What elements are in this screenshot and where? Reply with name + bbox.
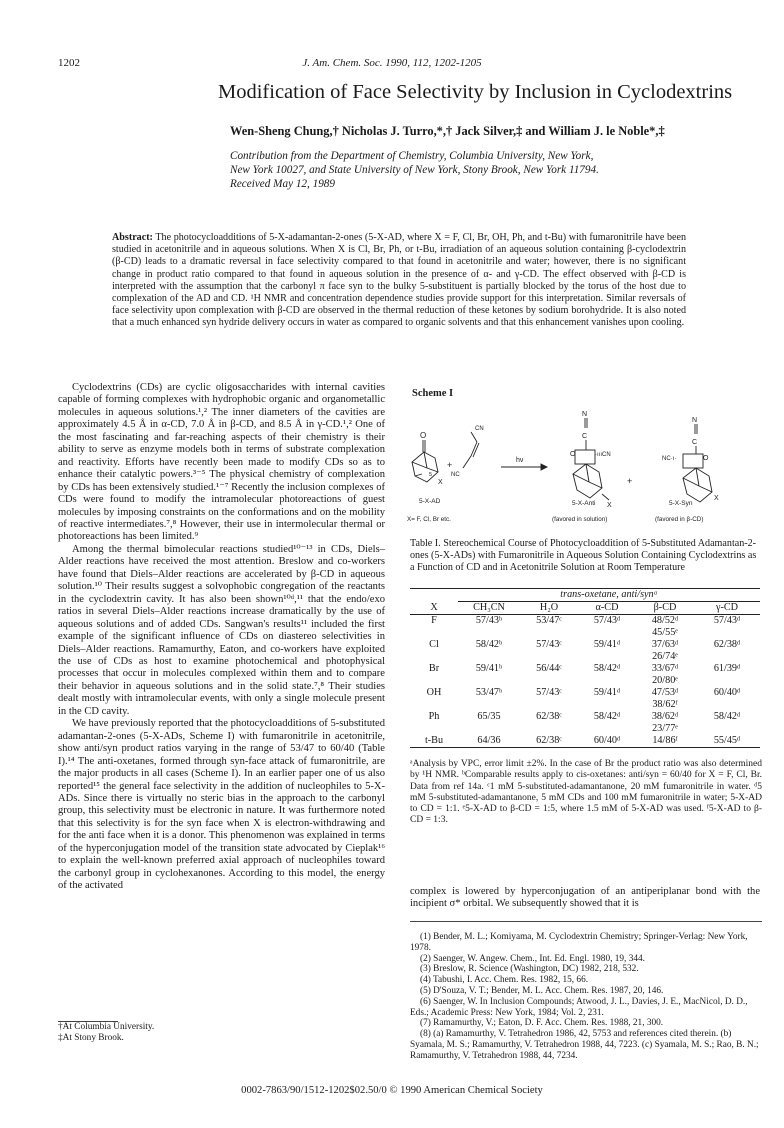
table-cell [636, 615, 694, 640]
table-cell: 59/41ᵈ [593, 687, 621, 698]
atom-o-label: O [420, 431, 427, 440]
table-cell [636, 711, 694, 735]
reaction-scheme [405, 402, 757, 524]
anti-oxetane-structure [573, 418, 609, 500]
abstract-text: The photocycloadditions of 5-X-adamantan-2-ones (5-X-AD, where X = F, Cl, Br, OH, Ph, and t-Bu) with fumaronitrile have been studied in acetonitrile and in aqueous solutions. When X is Cl, Br, Ph, or t-Bu, irradiation of an aqueous solution containing β-cyclodextrin (β-CD) leads to a dramatic reversal in face selectivity compared to that found in acetonitrile and water; however, there is no significant change in product ratio compared to that found in aqueous solution in the presence of α- and γ-CD. The effect observed with β-CD is interpreted with the assumption that the carbonyl π face syn to the bulky 5-substituent is partially blocked by the torus of the host due to complexation of the AD and CD. ¹H NMR and concentration dependence studies provide support for this interpretation. Similar reversals of face selectivity upon complexation with β-CD are observed in the thermal reduction of these ketones by sodium borohydride. It is also noted that a much enhanced syn hydride delivery occurs in water as compared to organic solvents and that this enhancement vanishes upon cooling. [112, 232, 686, 329]
syn-product-label: 5-X-Syn [669, 500, 693, 507]
atom-n-label: N [692, 417, 698, 424]
column-header: CH₃CN [473, 602, 505, 613]
table-cell: 58/42ᵇ [475, 639, 503, 650]
reference: (2) Saenger, W. Angew. Chem., Int. Ed. Engl. 1980, 19, 344. [420, 953, 645, 964]
table-cell-value: 38/62ᶠ [652, 699, 678, 710]
table-cell: 14/86ᶠ [652, 735, 678, 746]
anti-product-note: (favored in solution) [552, 516, 608, 523]
author-list: Wen-Sheng Chung,† Nicholas J. Turro,*,† Jack Silver,‡ and William J. le Noble*,‡ [230, 124, 665, 138]
page-number: 1202 [58, 57, 80, 69]
table-cell: 58/42ᵈ [593, 711, 621, 722]
body-paragraph: Among the thermal bimolecular reactions studied¹⁰⁻¹³ in CDs, Diels–Alder reactions have received the most attention. Breslow and co-workers have found that Diels–Alder reactions are accelerated by β-CD in aqueous solution.¹⁰ Their results suggest a solvophobic congregation of the reactants in the cyclodextrin cavity. It has also been shown¹⁰ᵈ,¹¹ that the endo/exo ratios in several Diels–Alder reactions increase dramatically by the use of aqueous solutions and of added CDs. Sangwan's results¹¹ included the first example of the significant influence of CDs on diastereo selectivities in Diels–Alder reactions. Ramamurthy, Eaton, and co-workers have exploited the use of CDs as host to examine photochemical and photophysical processes that occur in molecules complexed within them and to compare their behavior in aqueous solutions and in the solid state.⁷,⁸ Their studies dealt mostly with intramolecular events, with only a single molecule present in the CD cavity. [58, 543, 385, 717]
article-title: Modification of Face Selectivity by Inclusion in Cyclodextrins [218, 81, 733, 103]
x-values-note: X= F, Cl, Br etc. [407, 516, 451, 523]
fumaronitrile-structure [463, 432, 479, 468]
atom-c-label: C [692, 439, 698, 446]
syn-product-note: (favored in β-CD) [655, 516, 704, 523]
reference: (1) Bender, M. L.; Komiyama, M. Cyclodextrin Chemistry; Springer-Verlag: New York, 1978. [410, 932, 748, 953]
nc-label: NC·ı· [662, 456, 677, 462]
affiliation [230, 150, 760, 191]
data-table [410, 588, 760, 748]
atom-c-label: C [582, 433, 588, 440]
hv-label: hν [516, 457, 524, 464]
table-cell: OH [426, 687, 442, 698]
table-cell: 65/35 [477, 711, 501, 722]
column-header: γ-CD [715, 602, 739, 613]
table-cell-value: 37/63ᵈ [651, 639, 679, 650]
atom-x-label: X [438, 479, 443, 486]
table-row [410, 639, 760, 663]
affiliation-line: New York 10027, and State University of New York, Stony Brook, New York 11794. [230, 163, 599, 176]
table-notes: ᵃAnalysis by VPC, error limit ±2%. In the case of Br the product ratio was also determined by ¹H NMR. ᵇComparable results apply to cis-oxetanes: anti/syn = 60/40 for X = F, Cl, Br. Data from ref 14a. ᶜ1 mM 5-substituted-adamantanone, 20 mM fumaronitrile in water. ᵈ5 mM 5-substituted-adamantanone, 5 mM CDs and 100 mM fumaronitrile in water; 5-X-AD to CD = 1:1. ᵉ5-X-AD to β-CD = 1:5, where 1.5 mM of 5-X-AD was used. ᶠ5-X-AD to β-CD = 1:3. [410, 759, 762, 826]
table-cell: 62/38ᵈ [713, 639, 741, 650]
table-cell-value: 47/53ᵈ [651, 687, 679, 698]
table-cell: 53/47ᵇ [475, 687, 503, 698]
table-cell: F [431, 615, 437, 626]
table-cell: 61/39ᵈ [713, 663, 741, 674]
table-cell: 57/43ᶜ [536, 639, 562, 650]
reactant-label: 5-X-AD [419, 498, 441, 505]
table-cell: 64/36 [477, 735, 501, 746]
plus-sign: + [447, 460, 453, 470]
body-paragraph: Cyclodextrins (CDs) are cyclic oligosaccharides with internal cavities capable of forming complexes with hydrophobic organic and organometallic molecules in aqueous solutions.¹,² The inner diameters of the cavities are approximately 4.5 Å in α-CD, 7.0 Å in β-CD, and 8.5 Å in γ-CD.¹,² One of the most fascinating and far-reaching aspects of their chemistry is their ability to serve as enzyme models both in terms of substrate complexation and reactivity. Efforts have recently been made to modify CDs so as to enhance their catalytic powers.³⁻⁵ The physical chemistry of complexation by CDs has been extensively studied.¹⁻⁷ Recently the inclusion complexes of CDs were found to modify the intramolecular photoreactions of guest molecules by imposing constraints on the conformations and on the mobility of reactive intermediates.⁷,⁸ However, their use in intermolecular thermal or photoreactions has been limited.⁹ [58, 382, 385, 543]
body-left-column [58, 382, 385, 893]
body-right-text: complex is lowered by hyperconjugation of an antiperiplanar bond with the incipient σ* orbital. We subsequently showed that it is [410, 886, 760, 910]
atom-x-label: X [714, 495, 719, 502]
table-cell: 56/44ᶜ [536, 663, 562, 674]
table-row [410, 711, 760, 735]
footnote: ‡At Stony Brook. [58, 1033, 124, 1043]
copyright-line: 0002-7863/90/1512-1202$02.50/0 © 1990 American Chemical Society [241, 1085, 543, 1096]
plus-sign: + [627, 476, 633, 486]
atom-n-label: N [582, 411, 588, 418]
table-cell: 60/40ᵈ [593, 735, 621, 746]
table-row [410, 687, 760, 711]
table-cell: 57/43ᵈ [713, 615, 741, 626]
reference: (3) Breslow, R. Science (Washington, DC) 1982, 218, 532. [420, 964, 639, 975]
table-cell-value: 23/77ᵉ [652, 723, 678, 734]
table-row [410, 735, 760, 748]
scheme-figure [405, 402, 757, 524]
table-cell: 55/45ᵈ [713, 735, 741, 746]
table-cell-value: 33/67ᵈ [651, 663, 679, 674]
table-cell [636, 663, 694, 687]
received-date: Received May 12, 1989 [230, 177, 335, 190]
table-caption: Table I. Stereochemical Course of Photocycloaddition of 5-Substituted Adamantan-2-ones (5-X-ADs) with Fumaronitrile in Aqueous Solution Containing Cyclodextrins as a Function of CD and in Acetonitrile Solution at Room Temperature [410, 538, 757, 573]
column-header: H₂O [539, 602, 559, 613]
abstract-label: Abstract: [112, 232, 153, 243]
affiliation-line: Contribution from the Department of Chemistry, Columbia University, New York, [230, 150, 594, 162]
table-cell: 60/40ᵈ [713, 687, 741, 698]
scheme-label: Scheme I [412, 388, 454, 399]
cn-label: ·ıııCN [595, 452, 611, 458]
column-header: X [430, 602, 438, 613]
table-cell: 62/38ᶜ [536, 735, 562, 746]
table-cell [636, 687, 694, 711]
table-cell: t-Bu [424, 735, 444, 746]
table-cell: 53/47ᶜ [536, 615, 562, 626]
table-cell [636, 639, 694, 663]
table-cell-value: 45/55ᵉ [652, 627, 678, 638]
atom-o-label: O [570, 451, 576, 458]
table-cell: Cl [429, 639, 439, 650]
table-cell: 57/43ᵈ [593, 615, 621, 626]
reference: (7) Ramamurthy, V.; Eaton, D. F. Acc. Chem. Res. 1988, 21, 300. [420, 1018, 664, 1029]
table-row [410, 615, 760, 640]
reference: (6) Saenger, W. In Inclusion Compounds; Atwood, J. L., Davies, J. E., MacNicol, D. D., Eds.; Academic Press: New York, 1984; Vol. 2, 231. [410, 996, 748, 1018]
table-cell-value: 48/52ᵈ [651, 615, 679, 626]
adamantanone-structure [412, 440, 438, 482]
column-header: α-CD [595, 602, 619, 613]
table-cell-value: 38/62ᵈ [651, 711, 679, 722]
table-cell-value: 26/74ᵉ [652, 651, 678, 662]
table-cell: 58/42ᵈ [593, 663, 621, 674]
table-cell: 59/41ᵇ [475, 663, 503, 674]
table-cell-value: 20/80ᵉ [652, 675, 678, 686]
table-cell: Br [428, 663, 440, 674]
arrowhead-icon [541, 464, 547, 470]
table-cell: 59/41ᵈ [593, 639, 621, 650]
reference-list [410, 921, 762, 1062]
author-footnotes [58, 1021, 358, 1044]
table-cell: 57/43ᵇ [475, 615, 503, 626]
table-spanner-header: trans-oxetane, anti/synᵃ [458, 589, 760, 602]
atom-o-label: O [703, 455, 709, 462]
table-cell: 58/42ᵈ [713, 711, 741, 722]
column-header: β-CD [653, 602, 677, 613]
abstract [112, 232, 686, 330]
journal-citation: J. Am. Chem. Soc. 1990, 112, 1202-1205 [302, 57, 482, 69]
table-cell: 62/38ᶜ [536, 711, 562, 722]
footnote: †At Columbia University. [58, 1022, 155, 1032]
cn-label: CN [475, 426, 484, 432]
table-cell: Ph [428, 711, 440, 722]
anti-product-label: 5-X-Anti [572, 500, 596, 507]
position-5-label: 5 [429, 472, 433, 478]
body-paragraph: We have previously reported that the photocycloadditions of 5-substituted adamantan-2-ones (5-X-ADs, Scheme I) with fumaronitrile in acetonitrile, show anti/syn product ratios varying in the range of 53/47 to 60/40 (Table I).¹⁴ The anti-oxetanes, formed through syn-face attack of fumaronitrile, are the major products in all cases (Scheme I). In an earlier paper one of us also reported¹⁵ the general face selectivity in the addition of nucleophiles to 5-X-ADs. Since there is virtually no steric bias in the approach to the carbonyl group, this selectivity must be electronic in nature. It was furthermore noted that this selectivity is for the syn face when X is electron-withdrawing and for the anti face when it is a donor. This phenomenon was explained in terms of the hyperconjugation model of the transition state advocated by Cieplak¹⁶ to explain the well-known preferred axial approach of nucleophiles toward the carbonyl group in cyclohexanones. According to this model, the energy of the activated [58, 718, 385, 892]
syn-oxetane-structure [683, 424, 712, 502]
table-cell: 57/43ᶜ [536, 687, 562, 698]
nc-label: NC [451, 472, 460, 478]
reference: (5) D'Souza, V. T.; Bender, M. L. Acc. Chem. Res. 1987, 20, 146. [420, 985, 664, 996]
reference: (8) (a) Ramamurthy, V. Tetrahedron 1986, 42, 5753 and references cited therein. (b) Syamala, M. S.; Ramamurthy, V. Tetrahedron 1988, 44, 7223. (c) Syamala, M. S.; Rao, B. N.; Ramamurthy, V. Tetrahedron 1988, 44, 7234. [410, 1029, 759, 1061]
table-row [410, 663, 760, 687]
reference: (4) Tabushi, I. Acc. Chem. Res. 1982, 15, 66. [420, 975, 589, 986]
atom-x-label: X [607, 502, 612, 509]
